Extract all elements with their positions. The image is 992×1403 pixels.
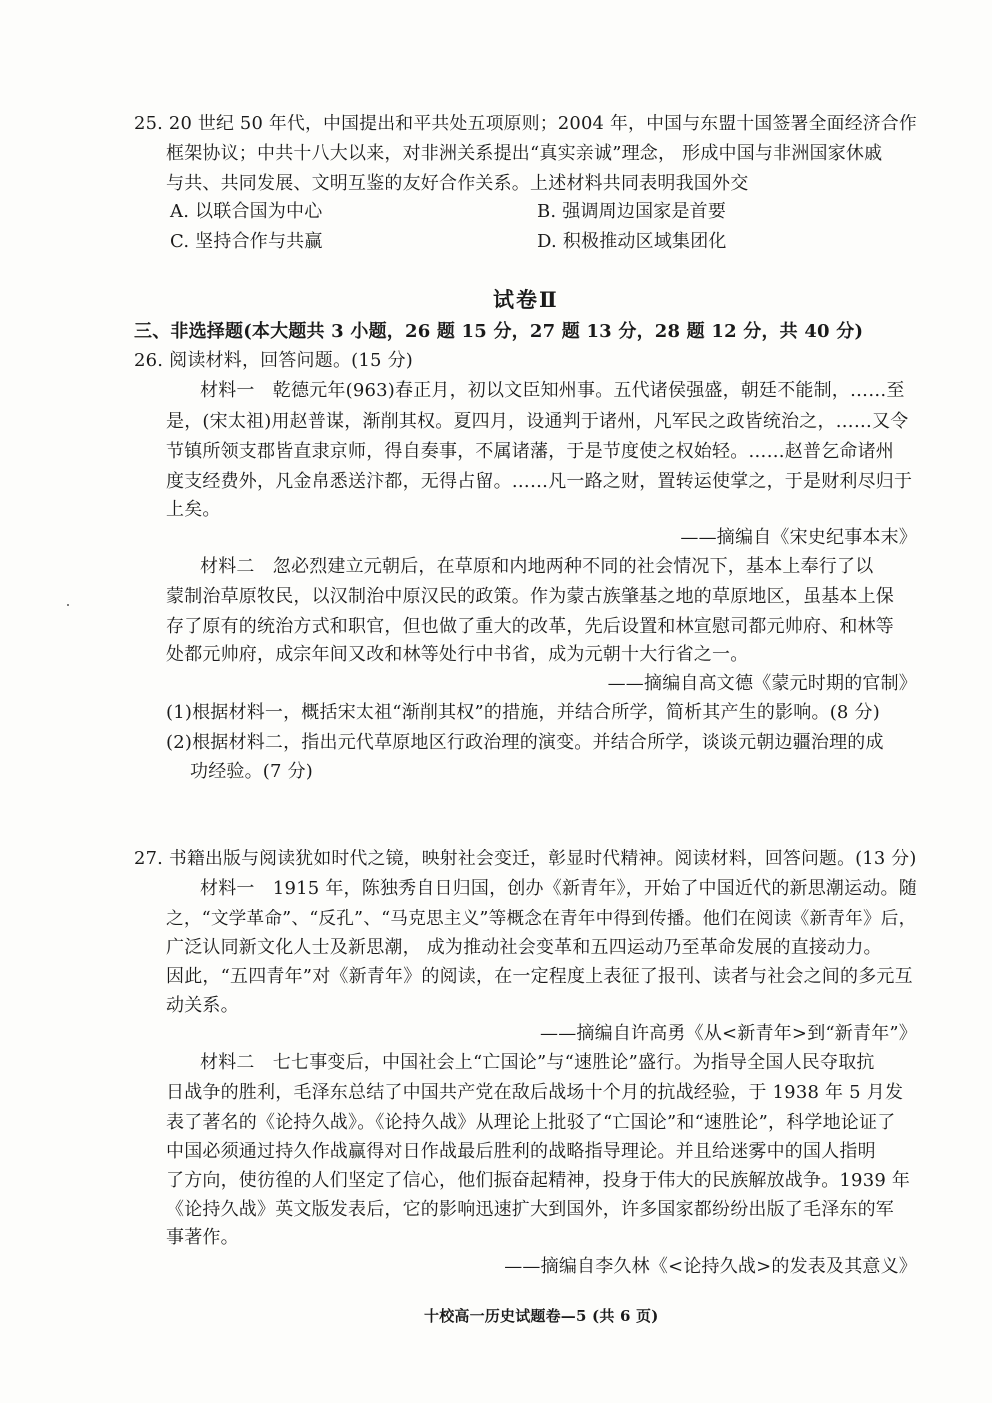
q27-material1-source: ——摘编自许高勇《从<新青年>到“新青年”》 <box>540 1023 917 1044</box>
q26-material1-line-2: 是，(宋太祖)用赵普谋，渐削其权。夏四月，设通判于诸州，凡军民之政皆统治之，……又令 <box>166 411 909 432</box>
q27-stem: 27. 书籍出版与阅读犹如时代之镜，映射社会变迁，彰显时代精神。阅读材料，回答问题。(13 分) <box>134 848 917 869</box>
q25-line-1: 25. 20 世纪 50 年代，中国提出和平共处五项原则；2004 年，中国与东盟十国签署全面经济合作 <box>134 113 917 134</box>
q26-stem: 26. 阅读材料，回答问题。(15 分) <box>134 350 414 371</box>
q27-material2-line-4: 中国必须通过持久作战赢得对日作战最后胜利的战略指导理论。并且给迷雾中的国人指明 <box>166 1141 876 1162</box>
q25-option-a: A. 以联合国为中心 <box>170 201 323 222</box>
q27-material2-line-2: 日战争的胜利，毛泽东总结了中国共产党在敌后战场十个月的抗战经验，于 1938 年 5 月发 <box>166 1082 904 1103</box>
q26-subquestion-2-line-2: 功经验。(7 分) <box>190 761 314 782</box>
q26-material2-source: ——摘编自高文德《蒙元时期的官制》 <box>607 673 917 694</box>
q26-material2-line-2: 蒙制治草原牧民，以汉制治中原汉民的政策。作为蒙古族肇基之地的草原地区，虽基本上保 <box>166 586 894 607</box>
q26-material2-line-3: 存了原有的统治方式和职官，但也做了重大的改革，先后设置和林宣慰司都元帅府、和林等 <box>166 616 894 637</box>
q27-material2-line-7: 事著作。 <box>166 1227 239 1248</box>
page-footer: 十校高一历史试题卷—5 (共 6 页) <box>424 1307 659 1325</box>
q27-material1-line-2: 之，“文学革命”、“反孔”、“马克思主义”等概念在青年中得到传播。他们在阅读《新青年》后， <box>166 909 917 929</box>
q26-subquestion-2-line-1: (2)根据材料二，指出元代草原地区行政治理的演变。并结合所学，谈谈元朝边疆治理的成 <box>166 732 884 753</box>
q26-material2-line-4: 处都元帅府，成宗年间又改和林等处行中书省，成为元朝十大行省之一。 <box>166 644 749 665</box>
q25-option-d: D. 积极推动区域集团化 <box>537 231 727 252</box>
q26-material1-source: ——摘编自《宋史纪事本末》 <box>680 527 917 548</box>
q27-material2-line-3: 表了著名的《论持久战》。《论持久战》从理论上批驳了“亡国论”和“速胜论”，科学地论证了 <box>166 1112 896 1133</box>
q27-material2-line-1: 材料二 七七事变后，中国社会上“亡国论”与“速胜论”盛行。为指导全国人民夺取抗 <box>200 1052 875 1073</box>
q27-material1-line-5: 动关系。 <box>166 995 239 1016</box>
section-title: 试卷Ⅱ <box>493 287 559 312</box>
q26-subquestion-1: (1)根据材料一，概括宋太祖“渐削其权”的措施，并结合所学，简析其产生的影响。(8 分) <box>166 702 880 723</box>
q25-option-c: C. 坚持合作与共赢 <box>170 231 323 252</box>
q26-material1-line-4: 度支经费外，凡金帛悉送汴都，无得占留。……凡一路之财，置转运使掌之，于是财利尽归于 <box>166 471 913 492</box>
q27-material1-line-3: 广泛认同新文化人士及新思潮， 成为推动社会变革和五四运动乃至革命发展的直接动力。 <box>166 937 882 958</box>
section-heading: 三、非选择题(本大题共 3 小题，26 题 15 分，27 题 13 分，28 题 12 分，共 40 分) <box>134 321 864 342</box>
q25-line-2: 框架协议；中共十八大以来，对非洲关系提出“真实亲诚”理念， 形成中国与非洲国家休戚 <box>166 143 883 164</box>
q26-material2-line-1: 材料二 忽必烈建立元朝后，在草原和内地两种不同的社会情况下，基本上奉行了以 <box>200 556 874 577</box>
q26-material1-line-1: 材料一 乾德元年(963)春正月，初以文臣知州事。五代诸侯强盛，朝廷不能制，……至 <box>200 380 905 401</box>
q25-line-3: 与共、共同发展、文明互鉴的友好合作关系。上述材料共同表明我国外交 <box>166 173 749 194</box>
q27-material2-source: ——摘编自李久林《<论持久战>的发表及其意义》 <box>504 1256 917 1277</box>
q27-material1-line-4: 因此，“五四青年”对《新青年》的阅读，在一定程度上表征了报刊、读者与社会之间的多元互 <box>166 966 913 987</box>
q26-material1-line-5: 上矣。 <box>166 499 221 520</box>
q27-material1-line-1: 材料一 1915 年，陈独秀自日归国，创办《新青年》，开始了中国近代的新思潮运动。随 <box>200 878 917 899</box>
q27-material2-line-5: 了方向，使彷徨的人们坚定了信心，他们振奋起精神，投身于伟大的民族解放战争。1939 年 <box>166 1170 911 1191</box>
scan-speck <box>67 604 69 606</box>
q25-option-b: B. 强调周边国家是首要 <box>537 201 727 222</box>
q27-material2-line-6: 《论持久战》英文版发表后，它的影响迅速扩大到国外，许多国家都纷纷出版了毛泽东的军 <box>166 1199 894 1220</box>
q26-material1-line-3: 节镇所领支郡皆直隶京师，得自奏事，不属诸藩，于是节度使之权始轻。……赵普乞命诸州 <box>166 441 894 462</box>
